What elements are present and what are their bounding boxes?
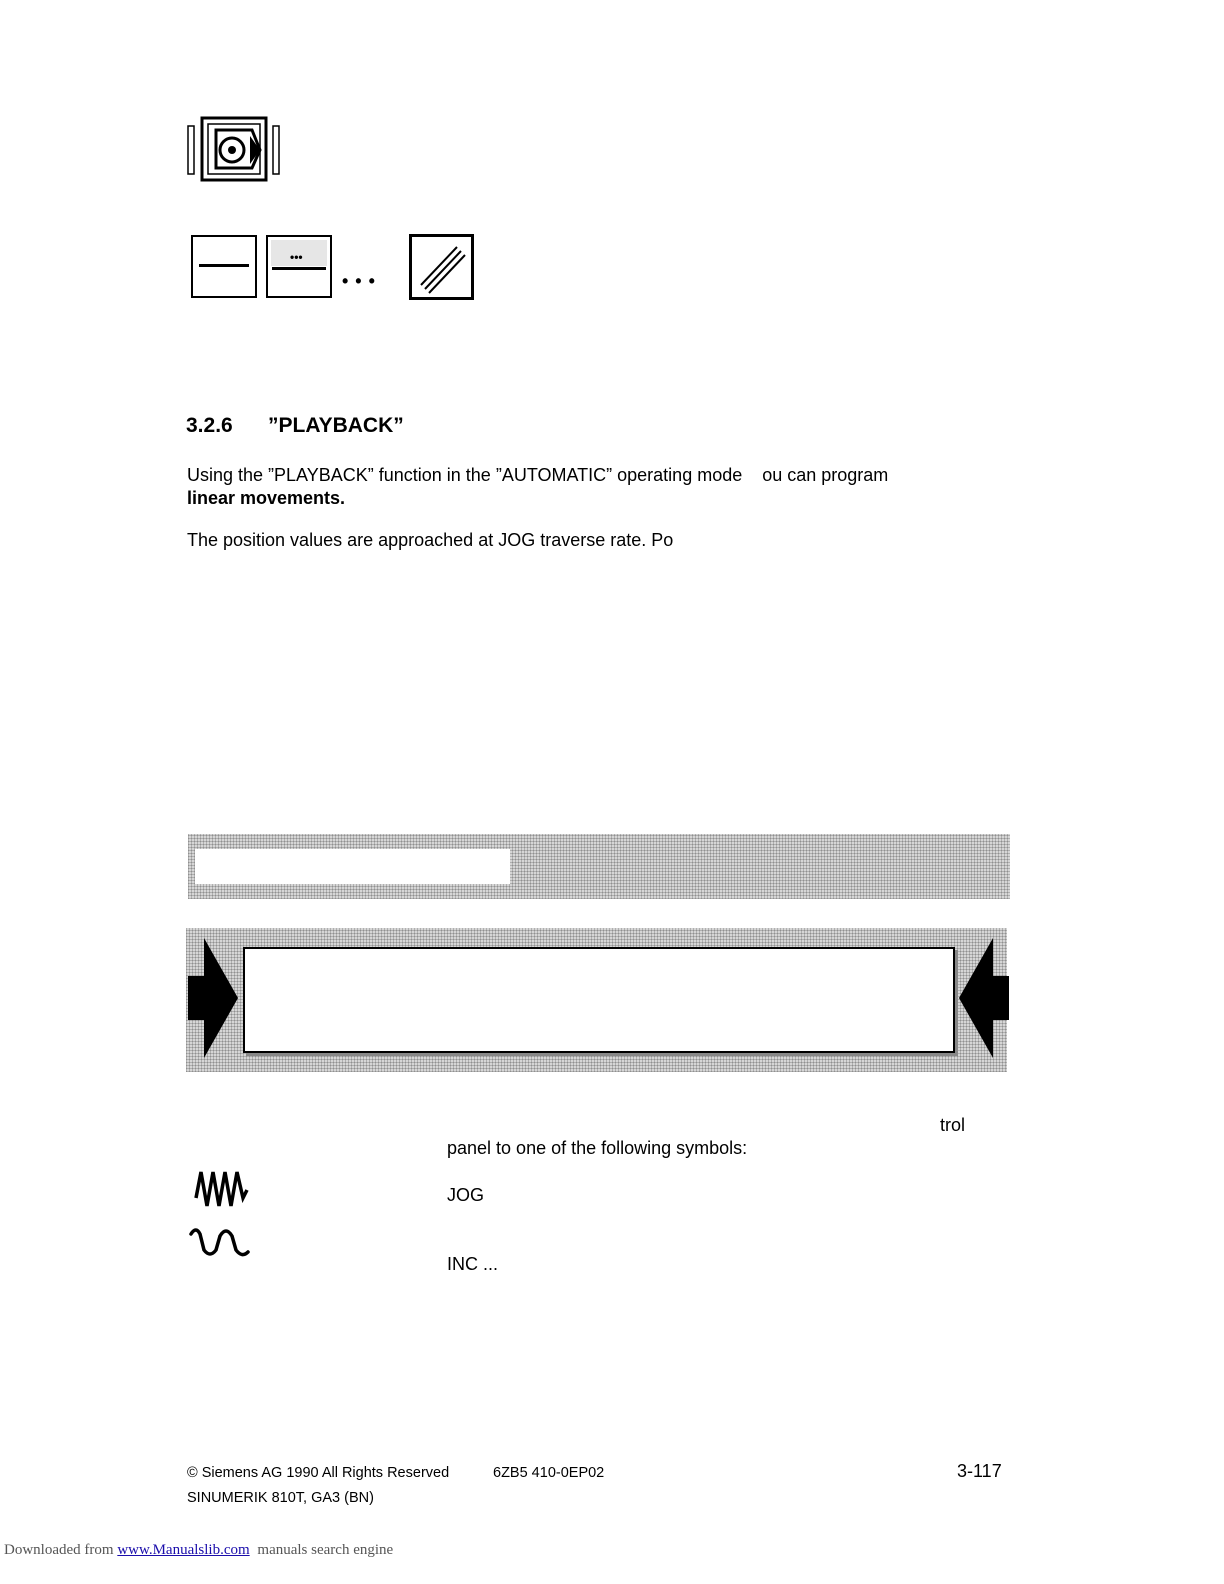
download-suffix: manuals search engine	[257, 1542, 394, 1558]
inc-wave-icon	[188, 1224, 254, 1260]
softkey-icon[interactable]	[191, 235, 257, 298]
manualslib-link[interactable]: www.Manualslib.com	[117, 1542, 250, 1558]
download-notice	[4, 1542, 393, 1559]
paragraph-2: The position values are approached at JOG traverse rate. Po	[187, 530, 674, 550]
hatched-softkey-icon[interactable]	[409, 234, 474, 300]
banner-blank-field	[195, 849, 510, 884]
section-number: 3.2.6	[186, 414, 233, 437]
mode-key-icon	[186, 114, 282, 184]
ellipsis-glyph: • • •	[342, 271, 376, 291]
arrow-left-icon	[957, 938, 1009, 1058]
header-banner	[188, 834, 1010, 899]
footer-copyright: © Siemens AG 1990 All Rights Reserved	[187, 1465, 450, 1481]
section-title: ”PLAYBACK”	[268, 414, 404, 437]
notice-inner-panel	[243, 947, 955, 1053]
page-number: 3-117	[957, 1461, 1002, 1481]
softkey-extended-icon[interactable]: •••	[266, 235, 332, 298]
fragment-trol: trol	[940, 1115, 966, 1135]
jog-label: JOG	[447, 1185, 485, 1205]
footer-product: SINUMERIK 810T, GA3 (BN)	[187, 1490, 374, 1506]
download-prefix: Downloaded from	[4, 1542, 114, 1558]
paragraph-1-line-2: linear movements.	[187, 488, 346, 508]
paragraph-1-line-1: Using the ”PLAYBACK” function in the ”AUTOMATIC” operating mode ou can program	[187, 465, 889, 485]
panel-instruction: panel to one of the following symbols:	[447, 1138, 748, 1158]
jog-zigzag-icon	[193, 1168, 249, 1212]
inc-label: INC ...	[447, 1254, 499, 1274]
notice-box	[186, 928, 1007, 1072]
arrow-right-icon	[188, 938, 240, 1058]
footer-order-number: 6ZB5 410-0EP02	[493, 1465, 605, 1481]
